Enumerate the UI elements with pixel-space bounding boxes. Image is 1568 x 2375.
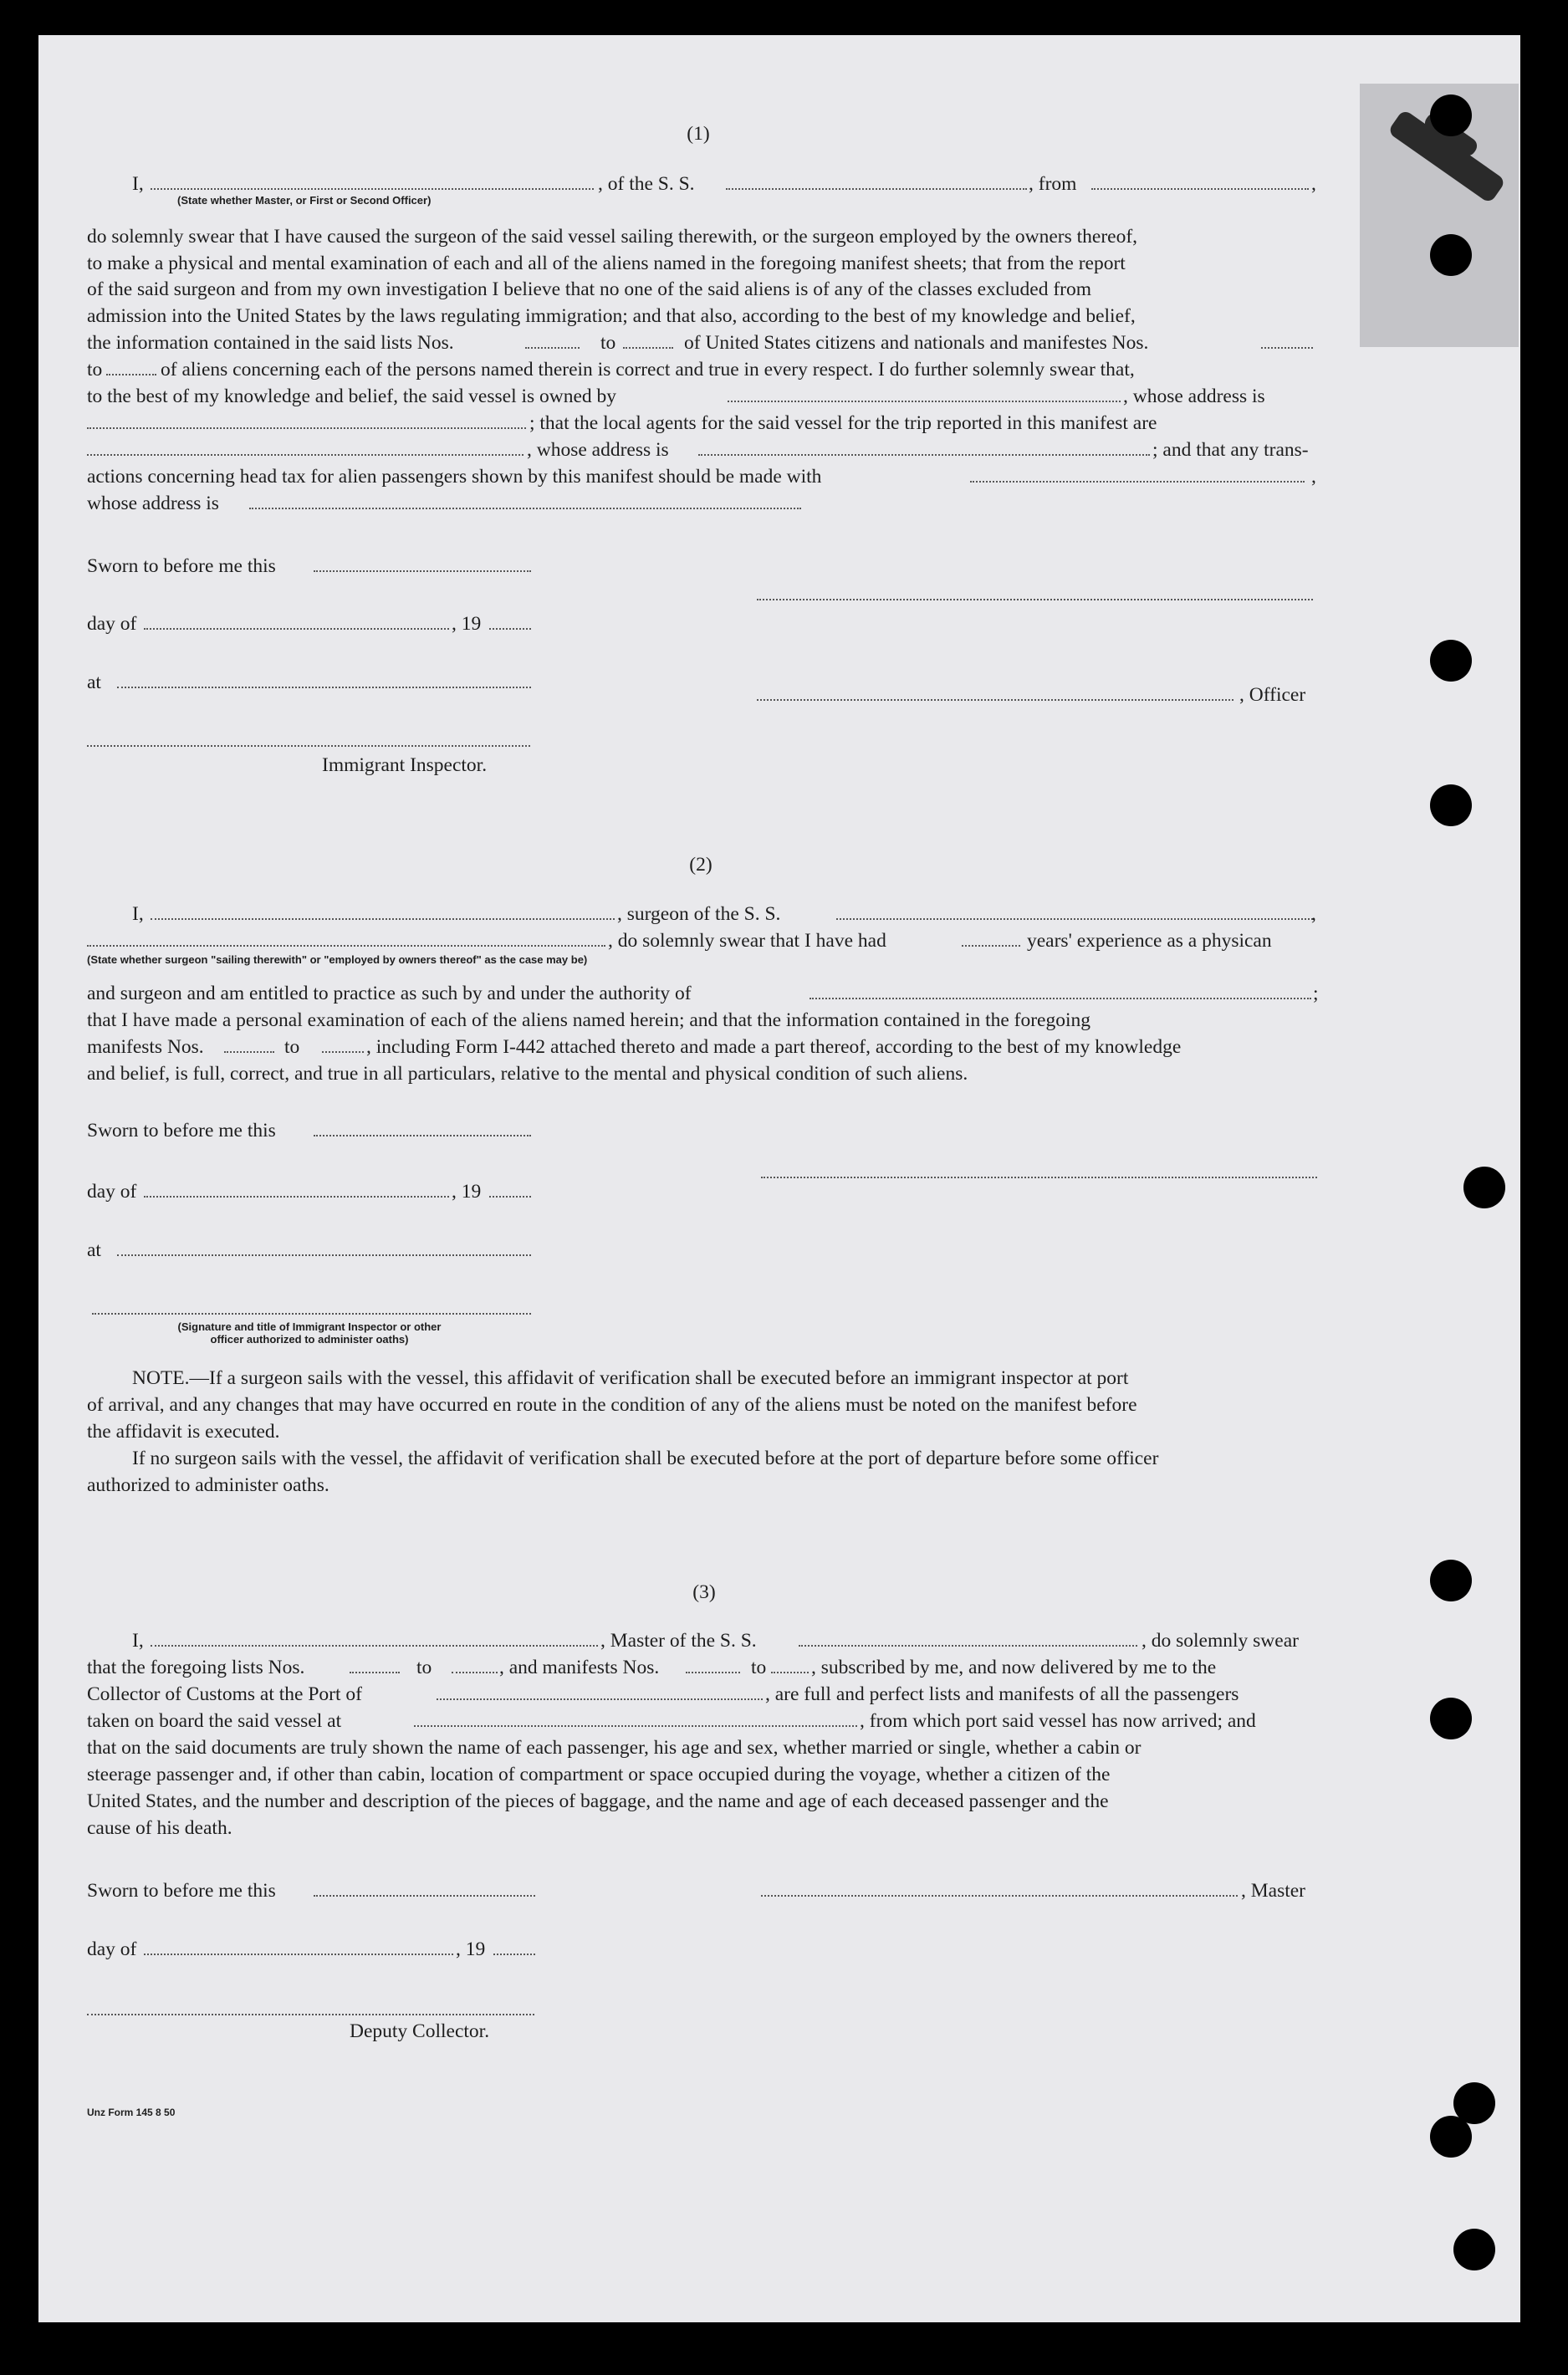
local-agents-label: ; that the local agents for the said vessel for the trip reported in this manifest are <box>529 412 1157 434</box>
section-3-number: (3) <box>692 1581 716 1603</box>
aliens-line: of aliens concerning each of the persons named therein is correct and true in every respect. I do further solemnly swear that, <box>161 359 1135 381</box>
to-label: to <box>416 1657 432 1678</box>
year-field[interactable] <box>489 626 531 630</box>
address-label: whose address is <box>87 493 219 514</box>
signature-caption: (Signature and title of Immigrant Inspector or other <box>177 1320 442 1333</box>
lists-label-b: of United States citizens and nationals and manifestes Nos. <box>684 332 1149 354</box>
from-port-field[interactable] <box>1091 186 1309 190</box>
full-lists-label: , are full and perfect lists and manifests of all the passengers <box>765 1683 1239 1705</box>
sworn-date-field[interactable] <box>314 1132 531 1136</box>
authority-field[interactable] <box>810 995 1311 999</box>
surgeon-caption: (State whether surgeon "sailing therewith" or "employed by owners thereof" as the case may be) <box>87 953 588 966</box>
note-line: of arrival, and any changes that may have occurred en route in the condition of any of the aliens must be noted on the manifest before <box>87 1394 1137 1416</box>
to-label: to <box>284 1036 300 1058</box>
sworn-label: Sworn to before me this <box>87 1880 276 1902</box>
master-name-field[interactable] <box>151 1642 598 1647</box>
manifests-label: , and manifests Nos. <box>499 1657 660 1678</box>
taken-on-label: taken on board the said vessel at <box>87 1710 342 1732</box>
sworn-label: Sworn to before me this <box>87 1120 276 1142</box>
punch-hole <box>1430 784 1472 826</box>
s2-text-line: and belief, is full, correct, and true in all particulars, relative to the mental and physical condition of such aliens. <box>87 1063 968 1085</box>
lists-from-field[interactable] <box>525 345 580 349</box>
surgeon-of-label: , surgeon of the S. S. <box>617 903 781 925</box>
owner-field[interactable] <box>728 398 1121 402</box>
owner-address-field[interactable] <box>87 425 526 429</box>
owned-by-label: to the best of my knowledge and belief, the said vessel is owned by <box>87 386 617 407</box>
lists-from-field[interactable] <box>350 1669 400 1673</box>
manifests-from-field[interactable] <box>686 1669 740 1673</box>
month-field[interactable] <box>144 626 449 630</box>
ship-name-field-2[interactable] <box>836 916 1313 920</box>
inspector-signature-field[interactable] <box>92 1310 531 1315</box>
punctuation: , <box>1311 466 1316 488</box>
departure-port-field[interactable] <box>414 1723 857 1727</box>
s3-text-line: that on the said documents are truly shown the name of each passenger, his age and sex, whether married or single, whether a cabin or <box>87 1737 1142 1759</box>
lists-label: that the foregoing lists Nos. <box>87 1657 305 1678</box>
surgeon-status-field[interactable] <box>87 942 605 947</box>
month-field[interactable] <box>144 1193 449 1198</box>
inspector-signature-field[interactable] <box>87 743 530 747</box>
swear-had-label: , do solemnly swear that I have had <box>608 930 886 952</box>
s1-text-line: do solemnly swear that I have caused the surgeon of the said vessel sailing therewith, or the surgeon employed by the owners thereof, <box>87 226 1138 248</box>
note-line: If no surgeon sails with the vessel, the affidavit of verification shall be executed before at the port of departure before some officer <box>132 1448 1159 1469</box>
place-field[interactable] <box>117 684 531 688</box>
sworn-date-field[interactable] <box>314 568 531 572</box>
agents-field[interactable] <box>87 452 524 456</box>
s2-text-line: that I have made a personal examination of each of the aliens named herein; and that the information contained in the foregoing <box>87 1009 1091 1031</box>
surgeon-name-field[interactable] <box>151 916 615 920</box>
s3-text-line: United States, and the number and description of the pieces of baggage, and the name and age of each deceased passenger and the <box>87 1790 1109 1812</box>
from-label: , from <box>1029 173 1077 195</box>
year-field[interactable] <box>493 1951 535 1955</box>
officer-name-field[interactable] <box>151 186 594 190</box>
punctuation: , <box>1311 903 1316 925</box>
section-2-number: (2) <box>689 854 712 876</box>
sworn-label: Sworn to before me this <box>87 555 276 577</box>
lists-label: the information contained in the said lists Nos. <box>87 332 454 354</box>
agents-address-field[interactable] <box>698 452 1150 456</box>
punctuation: , <box>1311 173 1316 195</box>
punctuation: ; <box>1313 983 1319 1004</box>
manifest-from-field[interactable] <box>1261 345 1313 349</box>
arrived-label: , from which port said vessel has now arrived; and <box>860 1710 1256 1732</box>
section-1-number: (1) <box>687 123 710 145</box>
to-label: to <box>751 1657 767 1678</box>
lists-to-field[interactable] <box>623 345 673 349</box>
surgeon-signature-field[interactable] <box>761 1174 1317 1178</box>
master-signature-field[interactable] <box>761 1892 1238 1897</box>
contact-address-field[interactable] <box>249 505 801 509</box>
years-field[interactable] <box>962 942 1020 947</box>
at-label: at <box>87 1239 101 1261</box>
ship-name-field-3[interactable] <box>799 1642 1137 1647</box>
punch-hole <box>1430 1698 1472 1739</box>
collector-signature-field[interactable] <box>87 2011 534 2015</box>
day-of-label: day of <box>87 1181 137 1203</box>
year-label: , 19 <box>456 1938 486 1960</box>
port-field[interactable] <box>437 1696 763 1700</box>
signature-caption: officer authorized to administer oaths) <box>210 1333 409 1346</box>
officer-caption: (State whether Master, or First or Second Officer) <box>177 194 432 207</box>
punch-hole <box>1430 234 1472 276</box>
s1-text-line: admission into the United States by the laws regulating immigration; and that also, according to the best of my knowledge and belief, <box>87 305 1136 327</box>
head-tax-label: actions concerning head tax for alien passengers shown by this manifest should be made with <box>87 466 822 488</box>
of-the-ss-label: , of the S. S. <box>598 173 695 195</box>
punch-hole <box>1430 640 1472 682</box>
manifests-label-b: , including Form I-442 attached thereto and made a part thereof, according to the best of my knowledge <box>366 1036 1182 1058</box>
collector-label: Collector of Customs at the Port of <box>87 1683 362 1705</box>
ship-name-field[interactable] <box>726 186 1027 190</box>
i-label: I, <box>132 1630 144 1652</box>
immigrant-inspector-label: Immigrant Inspector. <box>322 754 488 776</box>
form-id: Unz Form 145 8 50 <box>87 2107 176 2118</box>
subscribed-label: , subscribed by me, and now delivered by me to the <box>811 1657 1217 1678</box>
head-tax-contact-field[interactable] <box>970 478 1305 483</box>
month-field[interactable] <box>144 1951 453 1955</box>
any-trans-label: ; and that any trans- <box>1152 439 1309 461</box>
year-label: , 19 <box>452 1181 482 1203</box>
note-line: the affidavit is executed. <box>87 1421 280 1443</box>
place-field[interactable] <box>117 1252 531 1256</box>
manifests-to-field[interactable] <box>771 1669 809 1673</box>
manifests-from-field[interactable] <box>224 1049 274 1053</box>
punch-hole <box>1430 1560 1472 1601</box>
manifests-to-field[interactable] <box>322 1049 364 1053</box>
punch-hole <box>1453 2229 1495 2270</box>
day-of-label: day of <box>87 613 137 635</box>
years-label: years' experience as a physican <box>1027 930 1272 952</box>
s3-text-line: steerage passenger and, if other than cabin, location of compartment or space occupied during the voyage, whether a citizen of the <box>87 1764 1111 1785</box>
deputy-collector-label: Deputy Collector. <box>350 2020 490 2042</box>
authority-label: and surgeon and am entitled to practice as such by and under the authority of <box>87 983 692 1004</box>
manifests-label: manifests Nos. <box>87 1036 204 1058</box>
s3-text-line: cause of his death. <box>87 1817 232 1839</box>
master-of-label: , Master of the S. S. <box>600 1630 757 1652</box>
i-label: I, <box>132 173 144 195</box>
officer-signature-field[interactable] <box>757 596 1313 600</box>
address-label: , whose address is <box>1123 386 1265 407</box>
sworn-date-field[interactable] <box>314 1892 535 1897</box>
note-line: NOTE.—If a surgeon sails with the vessel, this affidavit of verification shall be executed before an immigrant inspector at port <box>132 1367 1129 1389</box>
s1-text-line: of the said surgeon and from my own investigation I believe that no one of the said aliens is of any of the classes excluded from <box>87 278 1092 300</box>
master-label: , Master <box>1241 1880 1306 1902</box>
i-label: I, <box>132 903 144 925</box>
do-solemnly-label: , do solemnly swear <box>1142 1630 1299 1652</box>
at-label: at <box>87 672 101 693</box>
note-line: authorized to administer oaths. <box>87 1474 329 1496</box>
s1-text-line: to make a physical and mental examination of each and all of the aliens named in the foregoing manifest sheets; that from the report <box>87 253 1126 274</box>
officer-label: , Officer <box>1239 684 1306 706</box>
manifest-to-field[interactable] <box>106 371 156 375</box>
year-field[interactable] <box>489 1193 531 1198</box>
punch-hole <box>1463 1167 1505 1208</box>
lists-to-field[interactable] <box>452 1669 498 1673</box>
punch-hole <box>1430 94 1472 136</box>
to-label: to <box>87 359 103 381</box>
year-label: , 19 <box>452 613 482 635</box>
officer-title-field[interactable] <box>757 697 1233 701</box>
punch-hole <box>1430 2116 1472 2158</box>
day-of-label: day of <box>87 1938 137 1960</box>
to-label: to <box>600 332 616 354</box>
address-label: , whose address is <box>527 439 669 461</box>
